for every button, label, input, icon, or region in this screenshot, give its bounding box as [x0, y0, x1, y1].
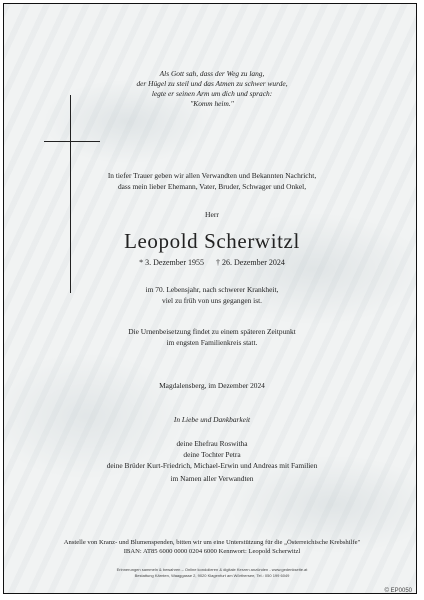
donation-note: [0, 538, 424, 556]
age-text: [0, 285, 424, 306]
mourners: [0, 438, 424, 471]
age-line: im 70. Lebensjahr, nach schwerer Krankheit,: [145, 285, 279, 294]
age-line: viel zu früh von uns gegangen ist.: [162, 295, 262, 305]
donation-iban: IBAN: AT85 6000 0000 0204 6000 Kennwort: Leopold Scherwitzl: [123, 548, 301, 556]
place-date: Magdalensberg, im Dezember 2024: [159, 381, 265, 390]
document-code: © EP0050: [384, 588, 412, 594]
poem: [0, 69, 424, 109]
announcement: [0, 170, 424, 192]
announcement-line: dass mein lieber Ehemann, Vater, Bruder, Schwager und Onkel,: [117, 182, 307, 191]
poem-line: "Komm heim.": [190, 99, 234, 108]
poem-line: der Hügel zu steil und das Atmen zu schwer wurde,: [136, 79, 288, 88]
mourners-all-relatives: im Namen aller Verwandten: [170, 474, 254, 483]
funeral-home-footer: [0, 567, 424, 579]
announcement-line: In tiefer Trauer geben wir allen Verwandten und Bekannten Nachricht,: [107, 171, 317, 180]
mourner-line: deine Brüder Kurt-Friedrich, Michael-Erwin und Andreas mit Familien: [106, 461, 318, 470]
mourner-line: deine Tochter Petra: [183, 450, 241, 459]
poem-line: Als Gott sah, dass der Weg zu lang,: [159, 69, 265, 78]
deceased-name: Leopold Scherwitzl: [124, 229, 300, 253]
birth-date: * 3. Dezember 1955: [139, 258, 204, 267]
death-date: † 26. Dezember 2024: [216, 258, 285, 267]
life-dates: [0, 258, 424, 267]
burial-info: [0, 327, 424, 348]
donation-line: Anstelle von Kranz- und Blumenspenden, bitten wir um eine Unterstützung für die „Österreichische Krebshilfe": [63, 539, 361, 546]
burial-line: im engsten Familienkreis statt.: [166, 337, 258, 347]
burial-line: Die Urnenbeisetzung findet zu einem späteren Zeitpunkt: [128, 327, 296, 336]
closing-phrase: In Liebe und Dankbarkeit: [173, 415, 251, 424]
salutation: Herr: [205, 210, 219, 219]
footer-line: Bestattung Kärnten, Waaggasse 2, 9020 Klagenfurt am Wörthersee, Tel.: 050 199 6049: [134, 573, 290, 578]
footer-line: Erinnerungen sammeln & bewahren – Online kondolieren & digitale Kerzen anzünden - www.gedenkseite.at: [116, 567, 308, 572]
poem-line: legte er seinen Arm um dich und sprach:: [151, 89, 273, 98]
mourner-line: deine Ehefrau Roswitha: [176, 439, 248, 448]
